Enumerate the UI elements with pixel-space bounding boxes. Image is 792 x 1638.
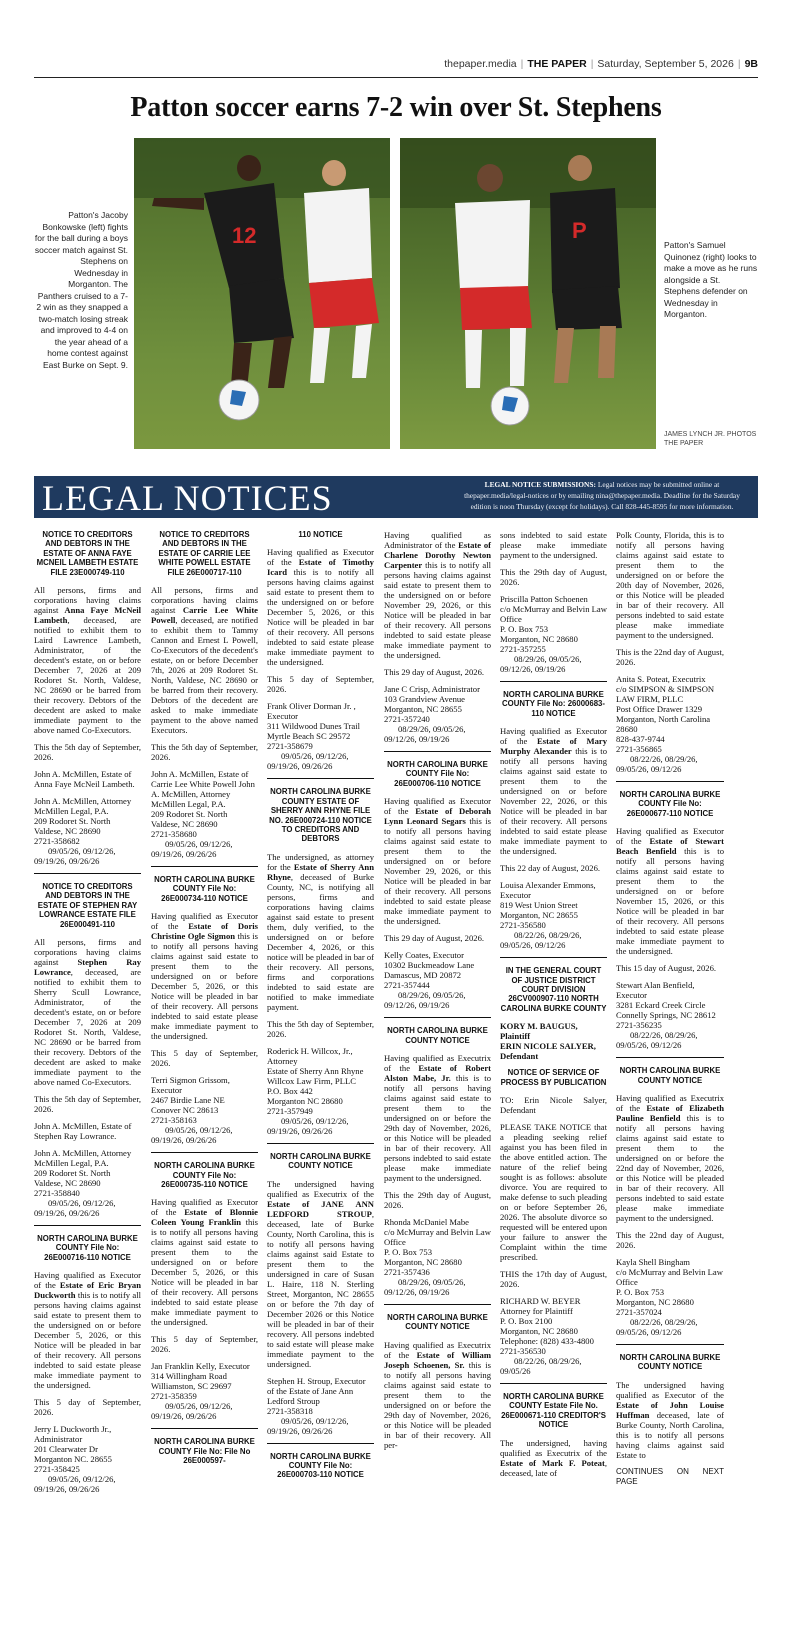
masthead-rule: [34, 77, 758, 78]
photo-caption-right: Patton's Samuel Quinonez (right) looks to make a move as he runs alongside a St. Stephens defender on Wednesday in Morganton.: [664, 240, 758, 319]
paper-name: THE PAPER: [527, 58, 587, 70]
submission-note-label: LEGAL NOTICE SUBMISSIONS:: [484, 480, 596, 489]
page-number: 9B: [744, 58, 758, 70]
legal-notices-banner: [34, 476, 758, 518]
submission-note: [454, 480, 750, 512]
notice-column: sons indebted to said estate please make immediate payment to the undersigned. This the 29th day of August, 2026. Priscilla Patton Schoenen c/o McMurray and Belvin Law Office P. O. Box 753 Morganton, NC 28680 2721-357255 08/29/26, 09/05/26, 09/12/26, 09/19/26 NORTH CAROLINA BURKE COUNTY File No: 26000683-110 NOTICE Having qualified as Executor of the Estate of Mary Murphy Alexander this is to notify all persons having claims against said estate to present them to the undersigned on or before November 22, 2026, or this Notice will be pleaded in bar of their recovery. All persons indebted to said estate please make immediate payment to the undersigned. This 22 day of August, 2026. Louisa Alexander Emmons, Executor 819 West Union Street Morganton, NC 28655 2721-356580 08/22/26, 08/29/26, 09/05/26, 09/12/26 IN THE GENERAL COURT OF JUSTICE DISTRICT COURT DIVISION 26CV000907-110 NORTH CAROLINA BURKE COUNTY KORY M. BAUGUS, Plaintiff ERIN NICOLE SALYER, Defendant NOTICE OF SERVICE OF PROCESS BY PUBLICATION TO: Erin Nicole Salyer, Defendant PLEASE TAKE NOTICE that a pleading seeking relief against you has been filed in the above entitled action. The nature of the relief being sought is as follows: absolute divorce. You are required to make defense to such pleading on or before September 26, 2026. The absolute divorce so requested will be entered upon your failure to answer the Complaint within the time prescribed. THIS the 17th day of August, 2026. RICHARD W. BEYER Attorney for Plaintiff P. O. Box 2100 Morganton, NC 28680 Telephone: (828) 433-4800 2721-356530 08/22/26, 08/29/26, 09/05/26 NORTH CAROLINA BURKE COUNTY Estate File No. 26E000671-110 CREDITOR'S NOTICE The undersigned, having qualified as Executrix of the Estate of Mark F. Poteat, deceased, late of: [500, 530, 607, 1478]
page-headline: Patton soccer earns 7-2 win over St. Stephens: [130, 92, 662, 123]
masthead: thepaper.media | THE PAPER | Saturday, September 5, 2026 | 9B: [444, 58, 758, 70]
submission-note-text: Legal notices may be submitted online at thepaper.media/legal-notices or by emailing nina@thepaper.media. Deadline for the Saturday edition is noon Thursday (except for holidays). Call 828-445-8595 for more information.: [464, 480, 740, 511]
issue-date: Saturday, September 5, 2026: [597, 58, 734, 70]
jersey-letter-p: P: [572, 218, 587, 243]
legal-notices-columns: [34, 530, 758, 1570]
jersey-number-12: 12: [232, 223, 257, 248]
soccer-photo-left: [134, 138, 390, 449]
continues-next-page: CONTINUES ON NEXT PAGE: [616, 1466, 724, 1486]
notice-column: Polk County, Florida, this is to notify all persons having claims against said estate to present them to the undersigned on or before the 20th day of November, 2026, or this Notice will be pleaded in bar of their recovery. All persons indebted to said estate please make immediate payment to the undersigned. This is the 22nd day of August, 2026. Anita S. Poteat, Executrix c/o SIMPSON & SIMPSON LAW FIRM, PLLC Post Office Drawer 1329 Morganton, North Carolina 28680 828-437-9744 2721-356865 08/22/26, 08/29/26, 09/05/26, 09/12/26 NORTH CAROLINA BURKE COUNTY File No: 26E000677-110 NOTICE Having qualified as Executor of the Estate of Stewart Beach Benfield this is to notify all persons having claims against said estate to present them to the undersigned on or before November 15, 2026, or this Notice will be pleaded in bar of their recovery. All persons indebted to said estate please make immediate payment to the undersigned. This 15 day of August, 2026. Stewart Alan Benfield, Executor 3281 Eckard Creek Circle Connelly Springs, NC 28612 2721-356235 08/22/26, 08/29/26, 09/05/26, 09/12/26 NORTH CAROLINA BURKE COUNTY NOTICE Having qualified as Executrix of the Estate of Elizabeth Pauline Benfield this is to notify all persons having claims against said estate to present them to the undersigned on or before the 22nd day of November, 2026, or this Notice will be pleaded in bar of their recovery. All persons indebted to said estate please make immediate payment to the undersigned. This the 22nd day of August, 2026. Kayla Shell Bingham c/o McMurray and Belvin Law Office P. O. Box 753 Morganton, NC 28680 2721-357024 08/22/26, 08/29/26, 09/05/26, 09/12/26 NORTH CAROLINA BURKE COUNTY NOTICE The undersigned having qualified as Executor of the Estate of John Louise Huffman deceased, late of Burke County, North Carolina, this is to notify all persons having claims against said Estate to CONTINUES ON NEXT PAGE: [616, 530, 724, 1486]
notice-column: NOTICE TO CREDITORS AND DEBTORS IN THE ESTATE OF ANNA FAYE MCNEIL LAMBETH ESTATE FILE 23E000749-110 All persons, firms and corporations having claims against Anna Faye McNeil Lambeth, deceased, are notified to exhibit them to Laird Lawrence Lambeth, Administrator, of the decedent's estate, on or before December 7, 2026 at 209 Rodoret St. North, Valdese, NC 28690 or be barred from their recovery. Debtors of the decedent are asked to make immediate payment to the above named Co-Executors. This the 5th day of September, 2026. John A. McMillen, Estate of Anna Faye McNeil Lambeth. John A. McMillen, Attorney McMillen Legal, P.A. 209 Rodoret St. North Valdese, NC 28690 2721-358682 09/05/26, 09/12/26, 09/19/26, 09/26/26 NOTICE TO CREDITORS AND DEBTORS IN THE ESTATE OF STEPHEN RAY LOWRANCE ESTATE FILE 26E000491-110 All persons, firms and corporations having claims against Stephen Ray Lowrance, deceased, are notified to exhibit them to Sherry Scull Lowrance, Administrator, of the decedent's estate, on or before December 7, 2026 at 209 Rodoret St. North, Valdese, NC 28690 or be barred from their recovery. Debtors of the decedent are asked to make immediate payment to the above named Co-Executors. This the 5th day of September, 2026. John A. McMillen, Estate of Stephen Ray Lowrance. John A. McMillen, Attorney McMillen Legal, P.A. 209 Rodoret St. North Valdese, NC 28690 2721-358840 09/05/26, 09/12/26, 09/19/26, 09/26/26 NORTH CAROLINA BURKE COUNTY File No: 26E000716-110 NOTICE Having qualified as Executor of the Estate of Eric Bryan Duckworth this is to notify all persons having claims against said estate to present them to the undersigned on or before December 5, 2026, or this Notice will be pleaded in bar of their recovery. All persons indebted to said estate please make immediate payment to the undersigned. This 5 day of September, 2026. Jerry L Duckworth Jr., Administrator 201 Clearwater Dr Morganton NC. 28655 2721-358425 09/05/26, 09/12/26, 09/19/26, 09/26/26: [34, 530, 141, 1495]
notice-column: Having qualified as Administrator of the Estate of Charlene Dorothy Newton Carpenter this is to notify all persons having claims against said estate to present them to the undersigned on or before November 29, 2026, or this Notice will be pleaded in bar of their recovery. All persons indebted to said estate please make immediate payment to the undersigned. This 29 day of August, 2026. Jane C Crisp, Administrator 103 Grandview Avenue Morganton, NC 28655 2721-357240 08/29/26, 09/05/26, 09/12/26, 09/19/26 NORTH CAROLINA BURKE COUNTY File No: 26E000706-110 NOTICE Having qualified as Executor of the Estate of Deborah Lynn Leonard Segars this is to notify all persons having claims against said estate to present them to the undersigned on or before November 29, 2026, or this Notice will be pleaded in bar of their recovery. All persons indebted to said estate please make immediate payment to the undersigned. This 29 day of August, 2026. Kelly Coates, Executor 10302 Buckmeadow Lane Damascus, MD 20872 2721-357444 08/29/26, 09/05/26, 09/12/26, 09/19/26 NORTH CAROLINA BURKE COUNTY NOTICE Having qualified as Executrix of the Estate of Robert Alston Mabe, Jr. this is to notify all persons having claims against said estate to present them to the undersigned on or before the 29th day of November, 2026, or this Notice will be pleaded in bar of their recovery. All persons indebted to said estate please make immediate payment to the undersigned. This the 29th day of August, 2026. Rhonda McDaniel Mabe c/o McMurray and Belvin Law Office P. O. Box 753 Morganton, NC 28680 2721-357436 08/29/26, 09/05/26, 09/12/26, 09/19/26 NORTH CAROLINA BURKE COUNTY NOTICE Having qualified as Executrix of the Estate of William Joseph Schoenen, Sr. this is to notify all persons having claims against said estate to present them to the undersigned on or before the 29th day of November, 2026, or this Notice will be pleaded in bar of their recovery. All per-: [384, 530, 492, 1450]
banner-title: LEGAL NOTICES: [42, 478, 333, 518]
notice-column: 110 NOTICE Having qualified as Executor of the Estate of Timothy Icard this is to notify all persons having claims against said estate to present them to the undersigned on or before December 5, 2026, or this Notice will be pleaded in bar of their recovery. All persons indebted to said estate please make immediate payment to the undersigned. This 5 day of September, 2026. Frank Oliver Dorman Jr. , Executor 311 Wildwood Dunes Trail Myrtle Beach SC 29572 2721-358679 09/05/26, 09/12/26, 09/19/26, 09/26/26 NORTH CAROLINA BURKE COUNTY ESTATE OF SHERRY ANN RHYNE FILE NO. 26E000724-110 NOTICE TO CREDITORS AND DEBTORS The undersigned, as attorney for the Estate of Sherry Ann Rhyne, deceased of Burke County, NC, is notifying all persons, firms and corporations having claims against said estate to present them, duly verified, to the undersigned on or before December 4, 2026, or this notice will be pleaded in bar of their recovery. All persons, firms and corporations indebted to said estate are notified to make immediate payment. This the 5th day of September, 2026. Roderick H. Willcox, Jr., Attorney Estate of Sherry Ann Rhyne Willcox Law Firm, PLLC P.O. Box 442 Morganton NC 28680 2721-357949 09/05/26, 09/12/26, 09/19/26, 09/26/26 NORTH CAROLINA BURKE COUNTY NOTICE The undersigned having qualified as Executrix of the Estate of JANE ANN LEDFORD STROUP, deceased, late of Burke County, North Carolina, this is to notify all persons having claims against said Estate to present them to the undersigned in care of Susan L. Haire, 118 N. Sterling Street, Morganton, NC 28655 on or before the 7th day of December 2026 or this Notice will be pleaded in bar of their recovery. All persons indebted to said estate will please make immediate payment to the undersigned. Stephen H. Stroup, Executor of the Estate of Jane Ann Ledford Stroup 2721-358318 09/05/26, 09/12/26, 09/19/26, 09/26/26 NORTH CAROLINA BURKE COUNTY File No: 26E000703-110 NOTICE: [267, 530, 374, 1480]
soccer-photo-right: [400, 138, 656, 449]
notice-column: NOTICE TO CREDITORS AND DEBTORS IN THE ESTATE OF CARRIE LEE WHITE POWELL ESTATE FILE 26E000717-110 All persons, firms and corporations having claims against Carrie Lee White Powell, deceased, are notified to exhibit them to Tammy Cannon and Ernest L Powell, Co-Executors of the decedent's estate, on or before December 7th, 2026 at 209 Rodoret St. North, Valdese, NC 28690 or be barred from their recovery. Debtors of the decedent are asked to make immediate payment to the above named Executors. This the 5th day of September, 2026. John A. McMillen, Estate of Carrie Lee White Powell John A. McMillen, Attorney McMillen Legal, P.A. 209 Rodoret St. North Valdese, NC 28690 2721-358680 09/05/26, 09/12/26, 09/19/26, 09/26/26 NORTH CAROLINA BURKE COUNTY File No: 26E000734-110 NOTICE Having qualified as Executor of the Estate of Doris Christine Ogle Sigmon this is to notify all persons having claims against said estate to present them to the undersigned on or before December 5, 2026, or this Notice will be pleaded in bar of their recovery. All persons indebted to said estate please make immediate payment to the undersigned. This 5 day of September, 2026. Terri Sigmon Grissom, Executor 2467 Birdie Lane NE Conover NC 28613 2721-358163 09/05/26, 09/12/26, 09/19/26, 09/26/26 NORTH CAROLINA BURKE COUNTY File No: 26E000735-110 NOTICE Having qualified as Executor of the Estate of Blonnie Coleen Young Franklin this is to notify all persons having claims against said estate to present them to the undersigned on or before December 5, 2026, or this Notice will be pleaded in bar of their recovery. All persons indebted to said estate please make immediate payment to the undersigned. This 5 day of September, 2026. Jan Franklin Kelly, Executor 314 Willingham Road Williamston, SC 29697 2721-358359 09/05/26, 09/12/26, 09/19/26, 09/26/26 NORTH CAROLINA BURKE COUNTY File No: File No 26E000597-: [151, 530, 258, 1466]
photo-caption-left: Patton's Jacoby Bonkowske (left) fights for the ball during a boys soccer match against St. Stephens on Wednesday in Morganton. The Panthers cruised to a 7-2 win as they snapped a two-match losing streak and improved to 4-4 on the year ahead of a home contest against East Burke on Sept. 9.: [34, 210, 128, 370]
site-name: thepaper.media: [444, 58, 517, 70]
photo-credit: JAMES LYNCH JR. PHOTOS THE PAPER: [664, 431, 757, 447]
